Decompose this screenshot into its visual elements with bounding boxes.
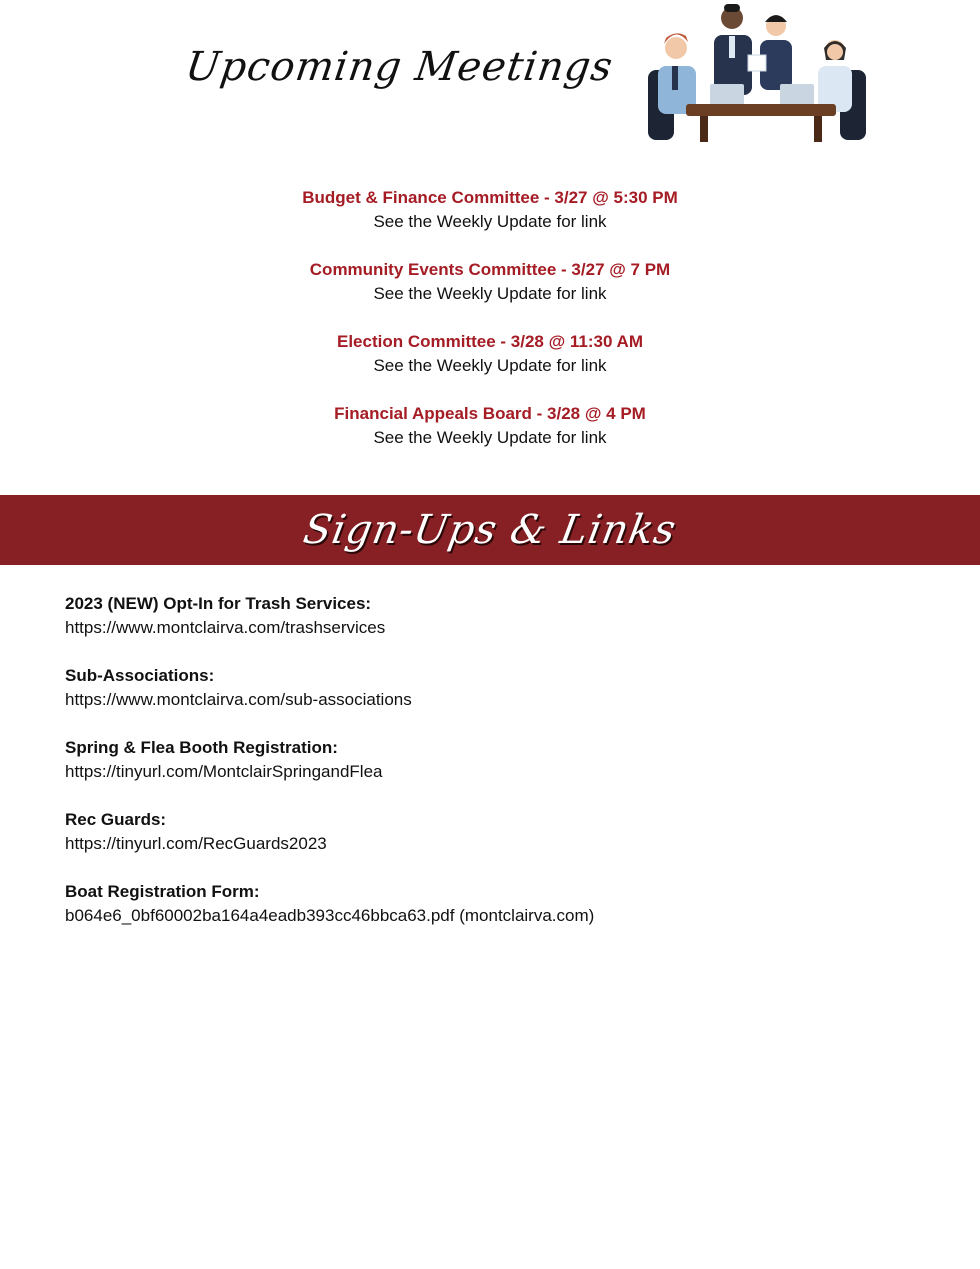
meeting-note: See the Weekly Update for link — [373, 356, 607, 375]
meeting-item — [0, 258, 980, 306]
link-url[interactable]: https://www.montclairva.com/trashservices — [65, 618, 386, 637]
link-url[interactable]: b064e6_0bf60002ba164a4eadb393cc46bbca63.pdf (montclairva.com) — [65, 906, 595, 925]
link-label: Spring & Flea Booth Registration: — [65, 738, 338, 757]
meeting-title: Community Events Committee - 3/27 @ 7 PM — [309, 260, 671, 279]
meeting-note: See the Weekly Update for link — [373, 428, 607, 447]
link-item — [65, 592, 925, 640]
section-banner — [0, 495, 980, 565]
links-list — [65, 592, 925, 952]
banner-title: Sign-Ups & Links — [300, 507, 680, 553]
meeting-title: Election Committee - 3/28 @ 11:30 AM — [337, 332, 643, 351]
page-title: Upcoming Meetings — [182, 44, 616, 90]
link-url[interactable]: https://tinyurl.com/RecGuards2023 — [65, 834, 327, 853]
link-item — [65, 736, 925, 784]
link-label: Rec Guards: — [65, 810, 167, 829]
meeting-title: Budget & Finance Committee - 3/27 @ 5:30 PM — [302, 188, 678, 207]
link-item — [65, 880, 925, 928]
link-label: 2023 (NEW) Opt-In for Trash Services: — [65, 594, 372, 613]
link-label: Boat Registration Form: — [65, 882, 260, 901]
meeting-title: Financial Appeals Board - 3/28 @ 4 PM — [334, 404, 646, 423]
link-url[interactable]: https://tinyurl.com/MontclairSpringandFlea — [65, 762, 383, 781]
link-label: Sub-Associations: — [65, 666, 215, 685]
meeting-item — [0, 402, 980, 450]
link-item — [65, 808, 925, 856]
meeting-note: See the Weekly Update for link — [373, 284, 607, 303]
link-url[interactable]: https://www.montclairva.com/sub-associations — [65, 690, 412, 709]
meeting-item — [0, 330, 980, 378]
link-item — [65, 664, 925, 712]
meeting-illustration — [640, 0, 872, 145]
meeting-item — [0, 186, 980, 234]
meeting-note: See the Weekly Update for link — [373, 212, 607, 231]
meetings-list — [0, 186, 980, 474]
